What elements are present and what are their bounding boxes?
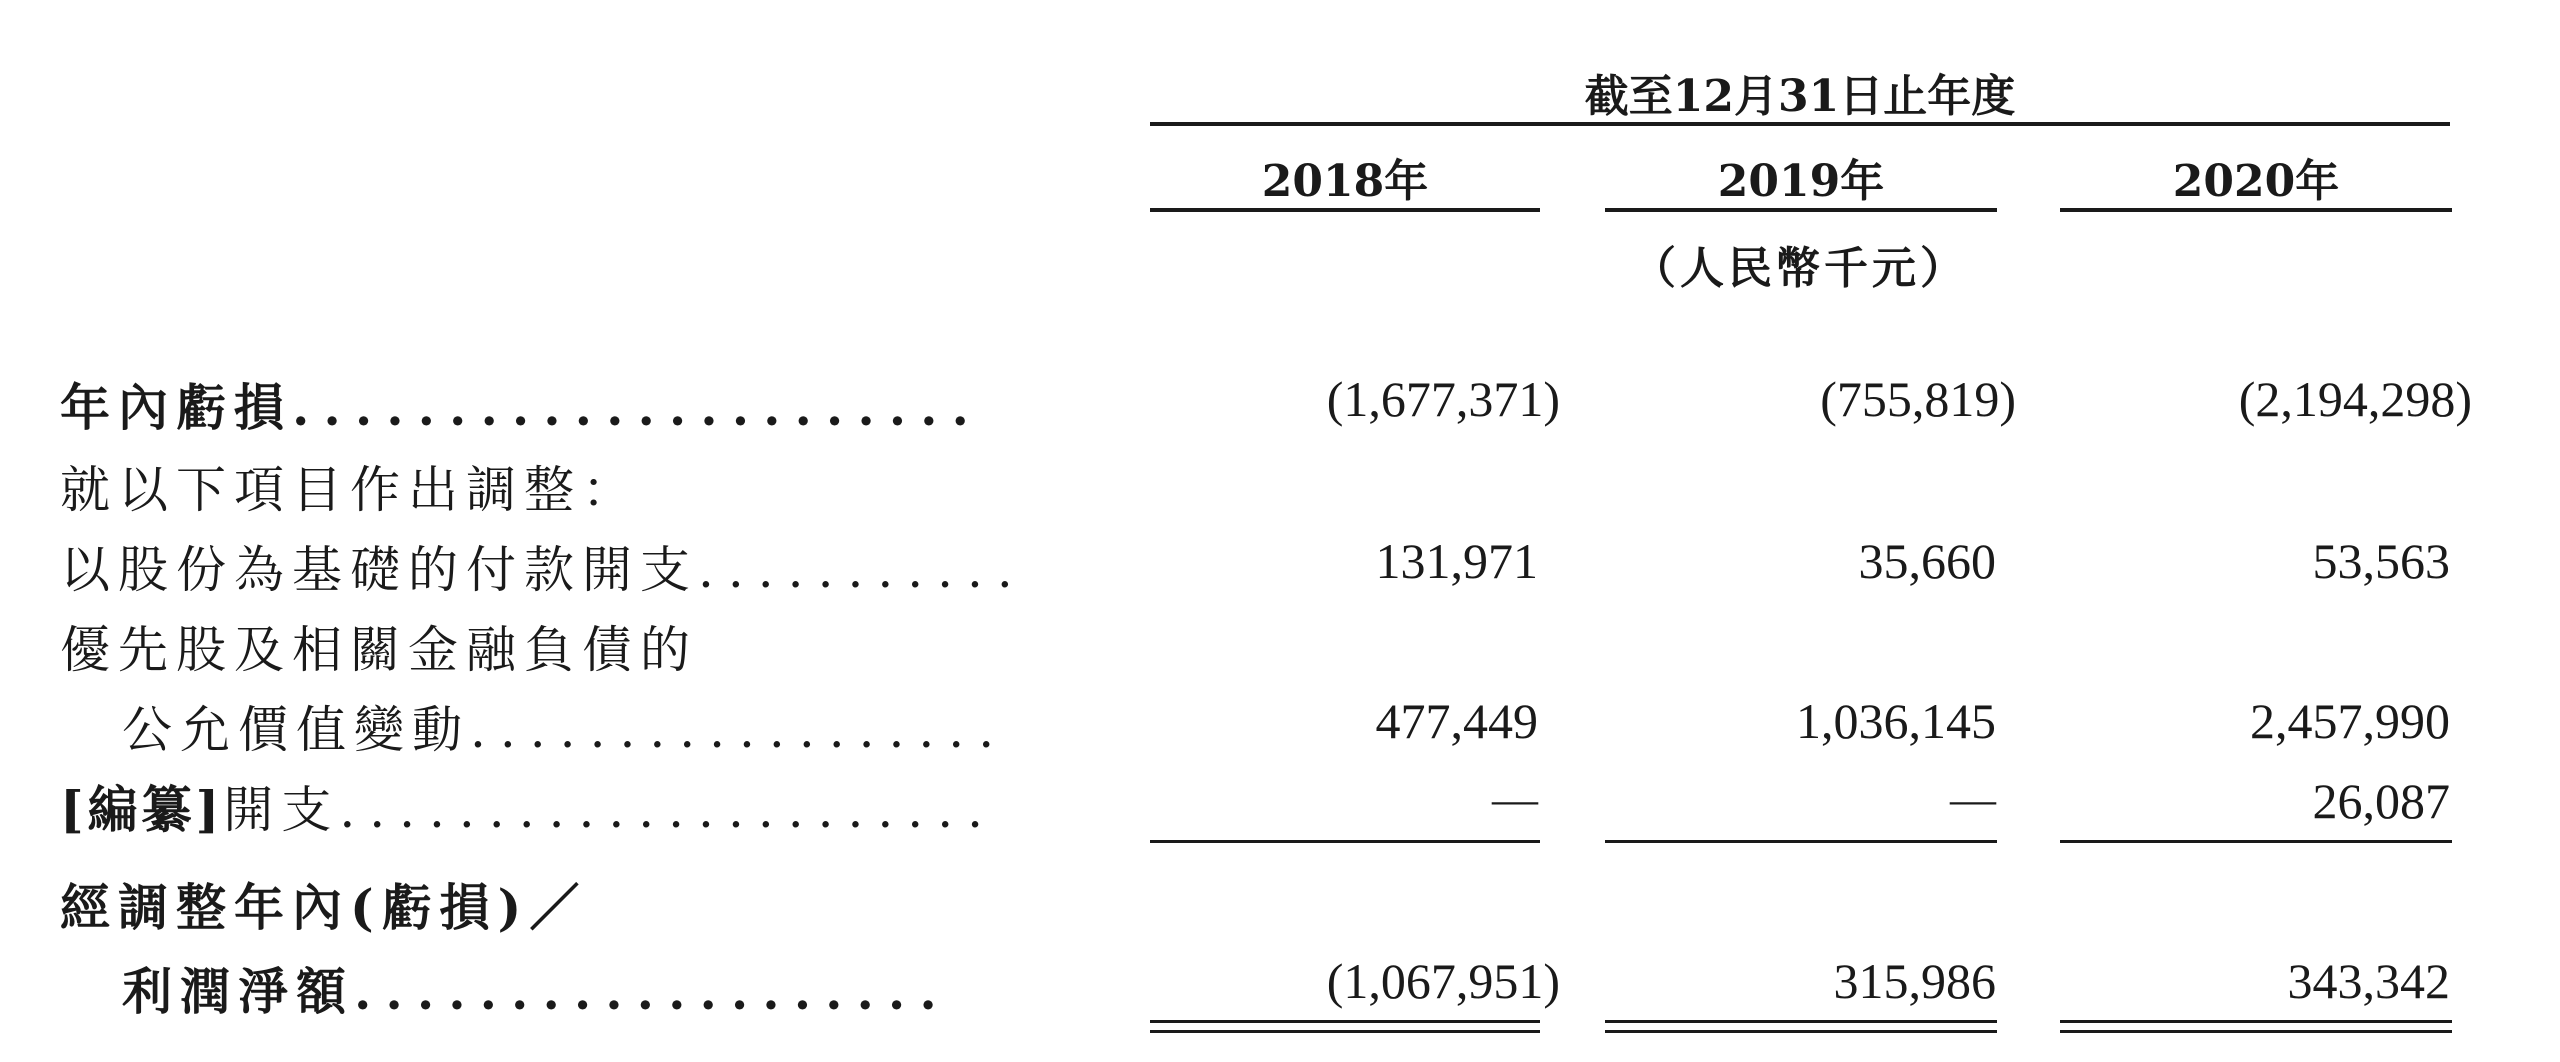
leader-dots: ........... — [698, 541, 1027, 599]
total-rule-lower-2018 — [1150, 1030, 1540, 1033]
leader-dots: ...................... — [339, 781, 997, 839]
currency-unit-label: （人民幣千元） — [1632, 243, 1968, 294]
subtotal-rule-2020 — [2060, 840, 2452, 843]
row-adjusted-net-label — [60, 952, 1070, 1024]
cell-fair-value-2020: 2,457,990 — [2250, 693, 2450, 749]
row-label-text: 年內虧損 — [60, 378, 292, 437]
header-top-rule — [1150, 122, 2450, 126]
cell-fair-value-2018: 477,449 — [1375, 693, 1538, 749]
subtotal-rule-2018 — [1150, 840, 1540, 843]
row-label-text: 利潤淨額 — [122, 962, 354, 1021]
row-label-text: 公允價值變動 — [122, 701, 470, 759]
cell-share-based-2018: 131,971 — [1375, 533, 1538, 589]
year-2019-header: 2019年 — [1717, 156, 1885, 207]
year-2020-underline — [2060, 208, 2452, 212]
row-label-text: 開支 — [223, 781, 340, 839]
cell-adjusted-net-2020: 343,342 — [2287, 953, 2450, 1009]
year-2018-underline — [1150, 208, 1540, 212]
redacted-marker: [編纂] — [60, 780, 224, 839]
year-2020-header: 2020年 — [2172, 156, 2340, 207]
cell-fair-value-2019: 1,036,145 — [1796, 693, 1996, 749]
row-adjusted-result-heading: 經調整年內(虧損)／ — [60, 878, 588, 937]
subtotal-rule-2019 — [1605, 840, 1997, 843]
total-rule-upper-2018 — [1150, 1020, 1540, 1023]
cell-redacted-2019: — — [1950, 773, 1996, 824]
cell-adjusted-net-2019: 315,986 — [1833, 953, 1996, 1009]
row-redacted-expenses-label — [60, 770, 1070, 842]
cell-redacted-2018: — — [1492, 773, 1538, 824]
cell-share-based-2020: 53,563 — [2312, 533, 2450, 589]
total-rule-lower-2020 — [2060, 1030, 2452, 1033]
cell-redacted-2020: 26,087 — [2312, 773, 2450, 829]
leader-dots: ................... — [354, 962, 951, 1021]
year-2018-header: 2018年 — [1261, 156, 1429, 207]
total-rule-upper-2019 — [1605, 1020, 1997, 1023]
cell-loss-2020: (2,194,298) — [2238, 371, 2472, 427]
year-2019-underline — [1605, 208, 1997, 212]
row-fair-value-changes-label — [60, 690, 1070, 762]
cell-loss-2018: (1,677,371) — [1326, 371, 1560, 427]
leader-dots: ...................... — [292, 378, 983, 437]
cell-loss-2019: (755,819) — [1820, 371, 2016, 427]
row-loss-for-year-label — [60, 368, 1070, 440]
total-rule-lower-2019 — [1605, 1030, 1997, 1033]
cell-adjusted-net-2018: (1,067,951) — [1326, 953, 1560, 1009]
row-share-based-payment-label — [60, 530, 1070, 602]
leader-dots: .................. — [470, 701, 1009, 759]
period-heading: 截至12月31日止年度 — [1584, 71, 2016, 122]
row-adjustments-heading: 就以下項目作出調整： — [60, 461, 640, 519]
cell-share-based-2019: 35,660 — [1858, 533, 1996, 589]
row-preferred-shares-label: 優先股及相關金融負債的 — [60, 621, 698, 679]
total-rule-upper-2020 — [2060, 1020, 2452, 1023]
row-label-text: 以股份為基礎的付款開支 — [60, 541, 698, 599]
